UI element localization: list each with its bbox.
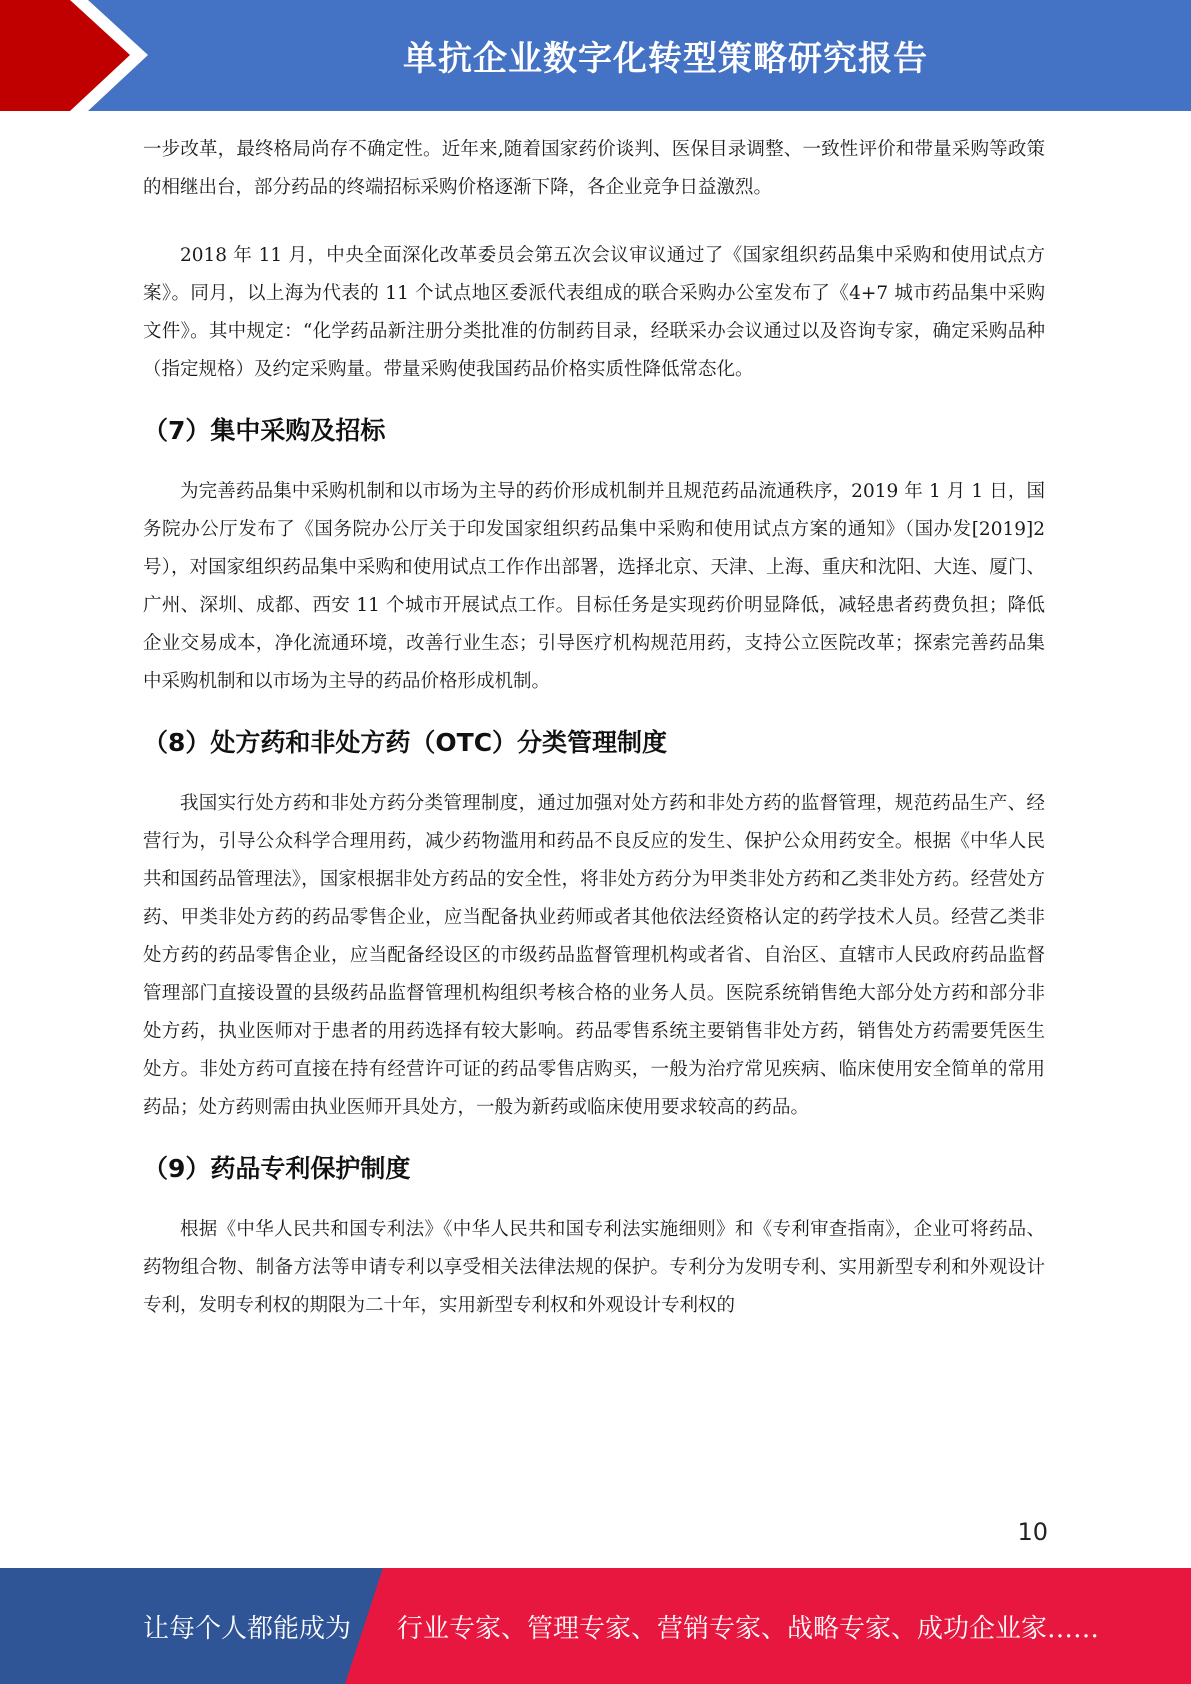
paragraph-continuation: 一步改革，最终格局尚存不确定性。近年来,随着国家药价谈判、医保目录调整、一致性评价和带量采购等政策的相继出台，部分药品的终端招标采购价格逐渐下降，各企业竞争日益激烈。 xyxy=(143,139,1045,198)
page-content xyxy=(143,131,1045,1325)
page-header xyxy=(0,0,1191,111)
section-heading-7: （7）集中采购及招标 xyxy=(143,416,386,445)
paragraph-otc-management: 我国实行处方药和非处方药分类管理制度，通过加强对处方药和非处方药的监督管理，规范药品生产、经营行为，引导公众科学合理用药，减少药物滥用和药品不良反应的发生、保护公众用药安全。根据《中华人民共和国药品管理法》，国家根据非处方药品的安全性，将非处方药分为甲类非处方药和乙类非处方药。经营处方药、甲类非处方药的药品零售企业，应当配备执业药师或者其他依法经资格认定的药学技术人员。经营乙类非处方药的药品零售企业，应当配备经设区的市级药品监督管理机构或者省、自治区、直辖市人民政府药品监督管理部门直接设置的县级药品监督管理机构组织考核合格的业务人员。医院系统销售绝大部分处方药和部分非处方药，执业医师对于患者的用药选择有较大影响。药品零售系统主要销售非处方药，销售处方药需要凭医生处方。非处方药可直接在持有经营许可证的药品零售店购买，一般为治疗常见疾病、临床使用安全简单的常用药品；处方药则需由执业医师开具处方，一般为新药或临床使用要求较高的药品。 xyxy=(143,793,1045,1118)
paragraph-4plus7: 2018 年 11 月，中央全面深化改革委员会第五次会议审议通过了《国家组织药品集中采购和使用试点方案》。同月，以上海为代表的 11 个试点地区委派代表组成的联合采购办公室发布了《4+7 城市药品集中采购文件》。其中规定：“化学药品新注册分类批准的仿制药目录，经联采办会议通过以及咨询专家，确定采购品种（指定规格）及约定采购量。带量采购使我国药品价格实质性降低常态化。 xyxy=(143,245,1045,380)
section-heading-9: （9）药品专利保护制度 xyxy=(143,1154,411,1183)
footer-slogan-right: 行业专家、管理专家、营销专家、战略专家、成功企业家…… xyxy=(397,1613,1100,1644)
paragraph-centralized-procurement: 为完善药品集中采购机制和以市场为主导的药价形成机制并且规范药品流通秩序，2019 年 1 月 1 日，国务院办公厅发布了《国务院办公厅关于印发国家组织药品集中采购和使用试点方案的通知》（国办发[2019]2 号），对国家组织药品集中采购和使用试点工作作出部署，选择北京、天津、上海、重庆和沈阳、大连、厦门、广州、深圳、成都、西安 11 个城市开展试点工作。目标任务是实现药价明显降低，减轻患者药费负担；降低企业交易成本，净化流通环境，改善行业生态；引导医疗机构规范用药，支持公立医院改革；探索完善药品集中采购机制和以市场为主导的药品价格形成机制。 xyxy=(143,481,1045,692)
report-title: 单抗企业数字化转型策略研究报告 xyxy=(403,39,928,79)
paragraph-patent-protection: 根据《中华人民共和国专利法》《中华人民共和国专利法实施细则》和《专利审查指南》，企业可将药品、药物组合物、制备方法等申请专利以享受相关法律法规的保护。专利分为发明专利、实用新型专利和外观设计专利，发明专利权的期限为二十年，实用新型专利权和外观设计专利权的 xyxy=(143,1219,1045,1316)
section-heading-8: （8）处方药和非处方药（OTC）分类管理制度 xyxy=(143,728,668,757)
page-footer xyxy=(0,1568,1191,1684)
page-number: 10 xyxy=(1017,1518,1048,1546)
footer-slogan-left: 让每个人都能成为 xyxy=(143,1613,352,1644)
header-arrow-decoration xyxy=(0,0,160,111)
